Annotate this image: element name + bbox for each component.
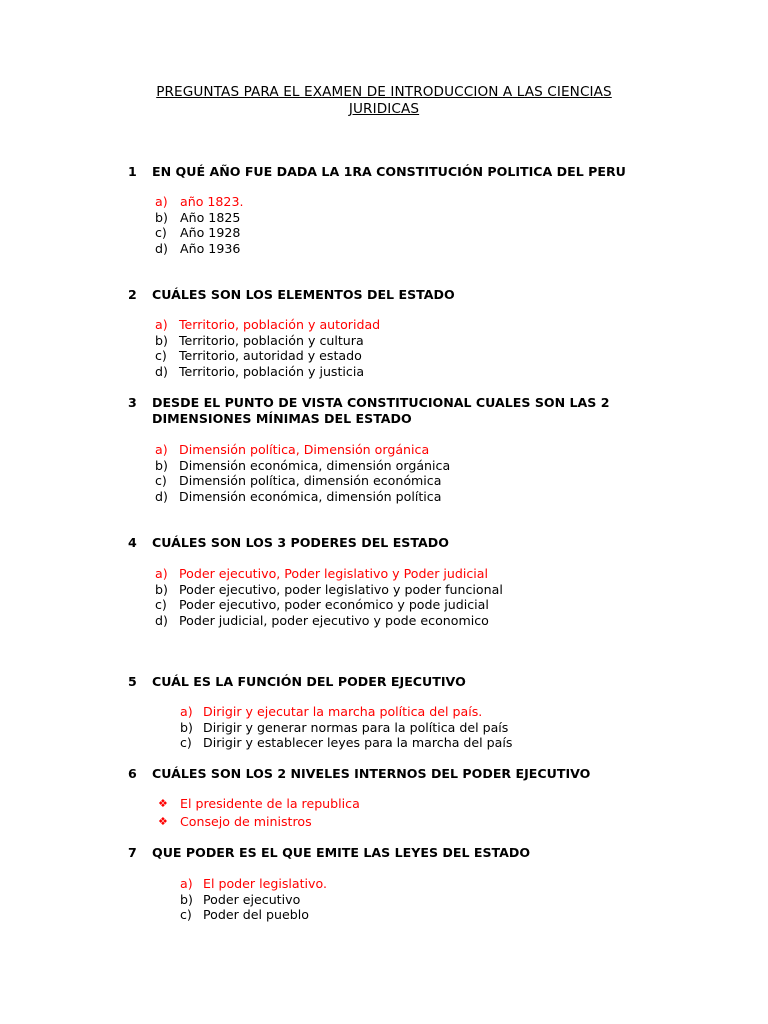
option-letter: a) — [180, 704, 193, 719]
option-letter: b) — [155, 581, 168, 597]
option-c — [0, 348, 768, 364]
option-letter: c) — [155, 348, 167, 363]
document-title — [110, 84, 658, 118]
option-b — [0, 210, 768, 226]
diamond-bullet-icon: ❖ — [158, 814, 168, 828]
diamond-bullet-icon: ❖ — [158, 797, 168, 810]
option-b — [0, 720, 768, 736]
option-text: Poder ejecutivo — [203, 891, 301, 907]
option-letter: b) — [155, 209, 168, 225]
option-letter: b) — [155, 457, 168, 473]
title-line-2: JURIDICAS — [348, 101, 420, 117]
option-c — [0, 735, 768, 751]
option-text: Dirigir y ejecutar la marcha política del país. — [203, 704, 483, 719]
question-text: CUÁL ES LA FUNCIÓN DEL PODER EJECUTIVO — [152, 674, 466, 689]
option-b — [0, 582, 768, 598]
option-text: Poder ejecutivo, poder económico y pode judicial — [179, 597, 489, 612]
question-number: 4 — [128, 535, 137, 550]
option-letter: c) — [155, 597, 167, 612]
option-bullet-correct — [0, 796, 768, 814]
question-number: 6 — [128, 766, 137, 781]
option-letter: a) — [155, 194, 168, 209]
option-list — [0, 796, 768, 831]
option-d — [0, 241, 768, 257]
option-text: Territorio, población y autoridad — [179, 317, 381, 332]
option-letter: c) — [155, 473, 167, 488]
option-text: Territorio, población y cultura — [179, 332, 364, 348]
option-text: Poder judicial, poder ejecutivo y pode economico — [179, 612, 489, 628]
option-text: Dimensión política, Dimensión orgánica — [179, 442, 430, 457]
option-text: Dimensión política, dimensión económica — [179, 473, 442, 488]
option-letter: d) — [155, 363, 168, 379]
option-text: Año 1936 — [180, 240, 241, 256]
option-text: año 1823. — [180, 194, 244, 209]
question-text-line-1: DESDE EL PUNTO DE VISTA CONSTITUCIONAL CUALES SON LAS 2 — [152, 395, 610, 410]
option-list — [0, 317, 768, 379]
option-letter: d) — [155, 240, 168, 256]
question-text: EN QUÉ AÑO FUE DADA LA 1RA CONSTITUCIÓN POLITICA DEL PERU — [152, 164, 626, 179]
option-d — [0, 364, 768, 380]
question-text: CUÁLES SON LOS 3 PODERES DEL ESTADO — [152, 535, 449, 550]
option-b — [0, 458, 768, 474]
option-list — [0, 704, 768, 751]
option-letter: c) — [180, 907, 192, 922]
option-letter: a) — [180, 876, 193, 891]
option-text: Año 1928 — [180, 225, 241, 240]
option-letter: a) — [155, 566, 168, 581]
option-letter: d) — [155, 488, 168, 504]
option-letter: b) — [180, 891, 193, 907]
question-number: 5 — [128, 674, 137, 689]
option-text: Territorio, población y justicia — [179, 363, 365, 379]
question-text: CUÁLES SON LOS 2 NIVELES INTERNOS DEL PODER EJECUTIVO — [152, 766, 591, 781]
option-text: Poder del pueblo — [203, 907, 309, 922]
option-text: El presidente de la republica — [180, 796, 360, 811]
option-b — [0, 892, 768, 908]
option-text: Poder ejecutivo, poder legislativo y poder funcional — [179, 581, 503, 597]
question-number: 7 — [128, 845, 137, 860]
option-letter: c) — [180, 735, 192, 750]
question-text: QUE PODER ES EL QUE EMITE LAS LEYES DEL ESTADO — [152, 845, 531, 860]
option-letter: d) — [155, 612, 168, 628]
option-a-correct — [0, 442, 768, 458]
option-a-correct — [0, 566, 768, 582]
option-a-correct — [0, 194, 768, 210]
question-text-line-2: DIMENSIONES MÍNIMAS DEL ESTADO — [152, 411, 412, 426]
option-letter: b) — [180, 719, 193, 735]
title-line-1: PREGUNTAS PARA EL EXAMEN DE INTRODUCCION A LAS CIENCIAS — [156, 84, 612, 100]
option-letter: a) — [155, 317, 168, 332]
option-d — [0, 489, 768, 505]
option-c — [0, 907, 768, 923]
option-text: Poder ejecutivo, Poder legislativo y Poder judicial — [179, 566, 489, 581]
option-a-correct — [0, 704, 768, 720]
option-text: Dimensión económica, dimensión política — [179, 488, 442, 504]
option-d — [0, 613, 768, 629]
option-list — [0, 194, 768, 256]
option-text: Consejo de ministros — [180, 813, 312, 829]
option-a-correct — [0, 317, 768, 333]
option-text: Año 1825 — [180, 209, 241, 225]
option-a-correct — [0, 876, 768, 892]
question-number: 1 — [128, 164, 137, 179]
question-text — [152, 395, 632, 427]
option-bullet-correct — [0, 814, 768, 832]
option-text: Dimensión económica, dimensión orgánica — [179, 457, 451, 473]
option-letter: a) — [155, 442, 168, 457]
option-list — [0, 566, 768, 628]
option-list — [0, 442, 768, 504]
option-c — [0, 597, 768, 613]
option-text: El poder legislativo. — [203, 876, 327, 891]
option-letter: b) — [155, 332, 168, 348]
option-text: Dirigir y generar normas para la política del país — [203, 719, 509, 735]
option-text: Territorio, autoridad y estado — [179, 348, 362, 363]
option-text: Dirigir y establecer leyes para la marcha del país — [203, 735, 513, 750]
question-number: 2 — [128, 287, 137, 302]
option-list — [0, 876, 768, 923]
question-number: 3 — [128, 395, 137, 410]
option-letter: c) — [155, 225, 167, 240]
option-b — [0, 333, 768, 349]
question-text: CUÁLES SON LOS ELEMENTOS DEL ESTADO — [152, 287, 455, 302]
option-c — [0, 473, 768, 489]
option-c — [0, 225, 768, 241]
